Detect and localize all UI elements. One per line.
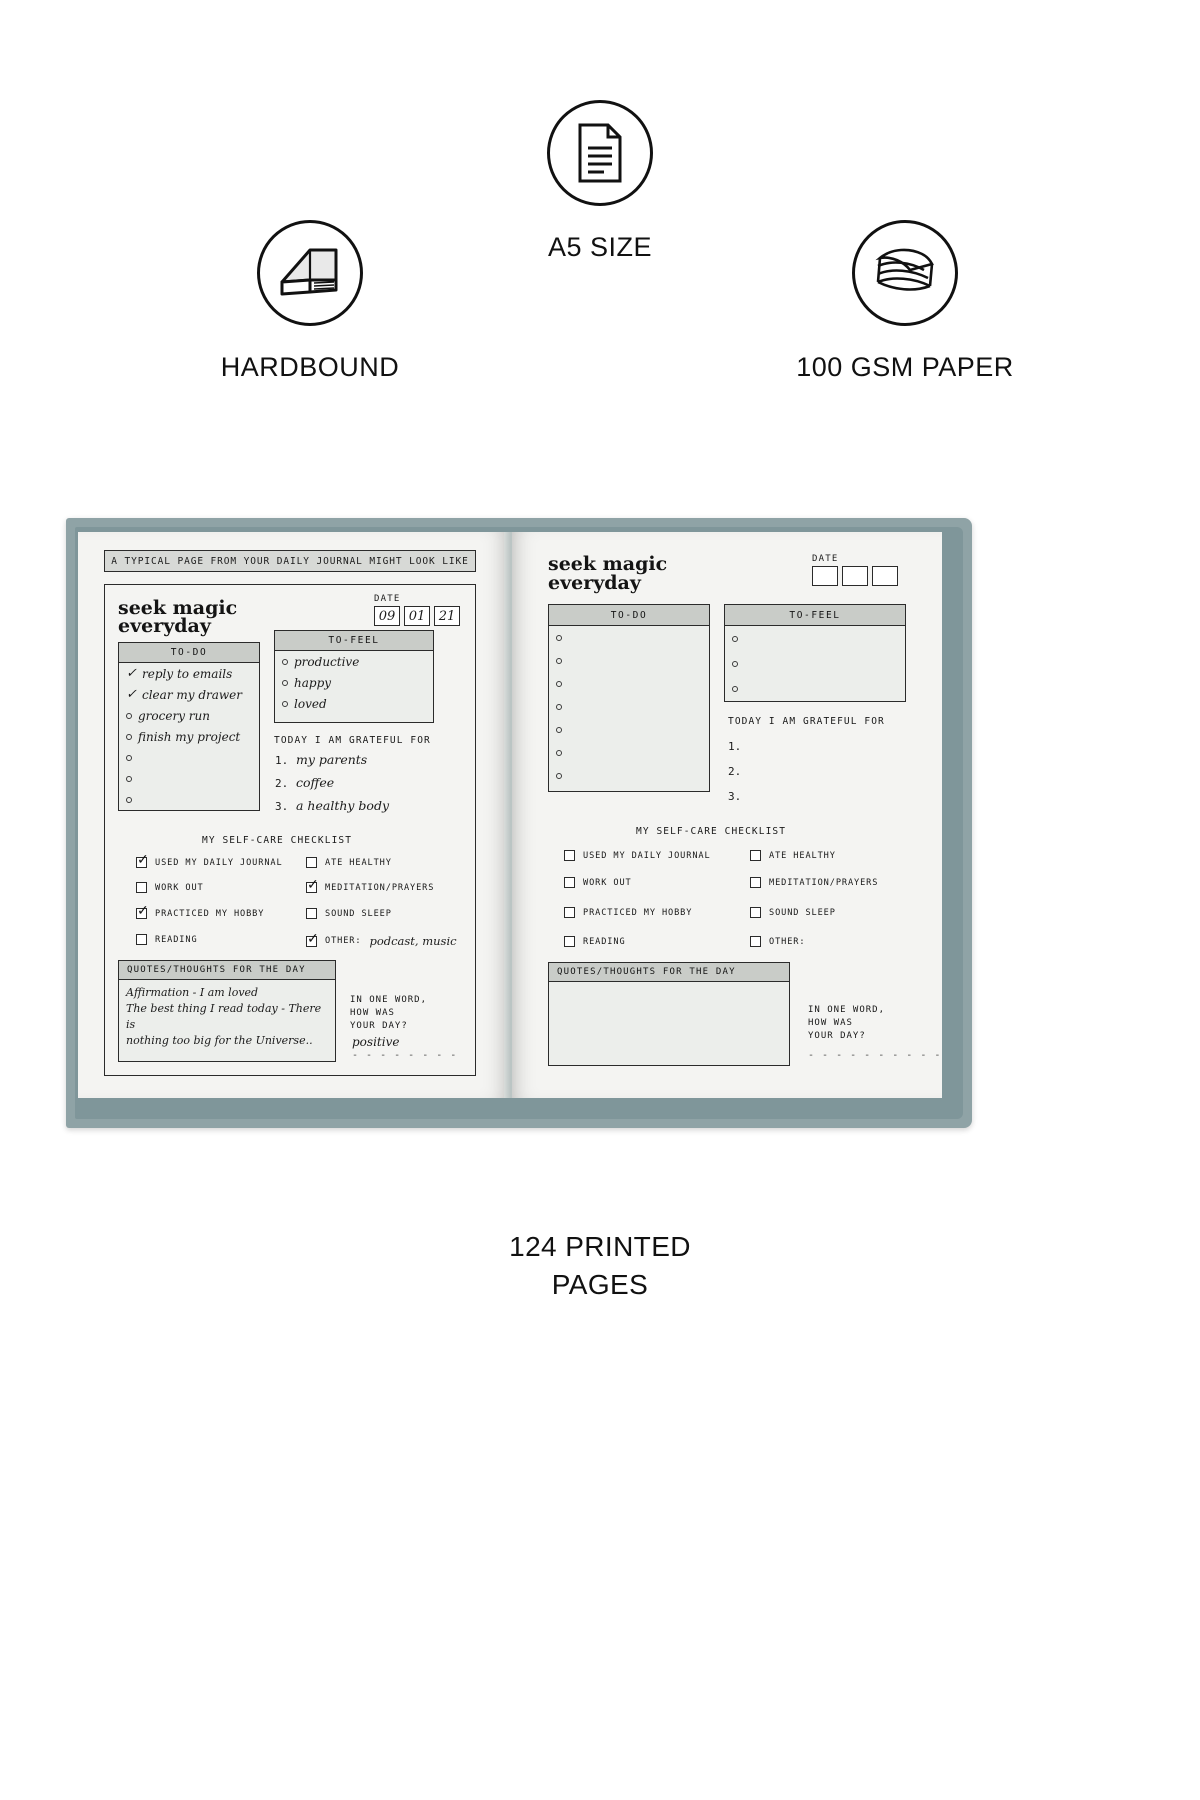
oneword-answer[interactable]: positive <box>352 1035 400 1049</box>
date-month-field[interactable]: 01 <box>404 606 430 626</box>
grateful-title: TODAY I AM GRATEFUL FOR <box>728 716 885 727</box>
bullet-circle-icon <box>556 727 562 733</box>
journal-brand-line2: everyday <box>118 615 211 637</box>
date-day-field[interactable]: 09 <box>374 606 400 626</box>
todo-item-text: reply to emails <box>142 666 233 681</box>
todo-item[interactable] <box>549 695 709 718</box>
grateful-number: 2. <box>728 765 742 778</box>
grateful-item[interactable]: coffee <box>296 775 335 790</box>
tofeel-header: TO-FEEL <box>724 604 906 626</box>
bullet-circle-icon <box>556 658 562 664</box>
grateful-number: 3. <box>275 800 289 813</box>
date-day-field[interactable] <box>812 566 838 586</box>
bullet-circle-icon <box>282 680 288 686</box>
features-row <box>0 90 1200 450</box>
checkbox[interactable] <box>136 934 147 945</box>
sample-page-banner: A TYPICAL PAGE FROM YOUR DAILY JOURNAL MIGHT LOOK LIKE <box>104 550 476 572</box>
bullet-circle-icon <box>282 659 288 665</box>
checkbox[interactable] <box>564 907 575 918</box>
tofeel-item[interactable] <box>725 676 905 701</box>
todo-item[interactable] <box>119 768 259 789</box>
selfcare-item-ate-healthy[interactable] <box>306 857 392 868</box>
hardcover-book-icon <box>257 220 363 326</box>
quotes-body[interactable] <box>548 982 790 1066</box>
printed-pages-caption <box>0 1228 1200 1304</box>
selfcare-item-sound-sleep[interactable] <box>306 908 392 919</box>
tofeel-item-text: productive <box>294 654 360 669</box>
selfcare-item-practiced-my-hobby[interactable] <box>136 908 264 919</box>
oneword-line2: HOW WAS <box>350 1008 395 1018</box>
printed-pages-line1: 124 PRINTED <box>509 1231 691 1262</box>
oneword-dash-line: - - - - - - - - <box>352 1050 458 1061</box>
date-fields[interactable] <box>374 606 460 626</box>
selfcare-item-other[interactable] <box>750 936 805 947</box>
selfcare-label: SOUND SLEEP <box>325 908 392 919</box>
oneword-line3: YOUR DAY? <box>808 1031 866 1041</box>
quotes-header: QUOTES/THOUGHTS FOR THE DAY <box>548 962 790 982</box>
checkbox[interactable] <box>306 882 317 893</box>
tofeel-item[interactable] <box>275 693 433 714</box>
oneword-line1: IN ONE WORD, <box>350 995 428 1005</box>
todo-item-text: clear my drawer <box>142 687 243 702</box>
selfcare-other-note[interactable]: podcast, music <box>369 934 457 948</box>
journal-page-right <box>512 532 942 1098</box>
feature-gsm-paper <box>690 220 1120 383</box>
quote-line: nothing too big for the Universe.. <box>126 1034 313 1047</box>
tofeel-item[interactable] <box>725 651 905 676</box>
document-icon <box>547 100 653 206</box>
feature-label: HARDBOUND <box>220 352 400 382</box>
todo-item[interactable] <box>549 741 709 764</box>
oneword-question <box>350 994 427 1033</box>
selfcare-item-meditation-prayers[interactable] <box>750 877 878 888</box>
selfcare-title: MY SELF-CARE CHECKLIST <box>636 826 787 837</box>
oneword-line3: YOUR DAY? <box>350 1021 408 1031</box>
selfcare-item-practiced-my-hobby[interactable] <box>564 907 692 918</box>
oneword-line2: HOW WAS <box>808 1018 853 1028</box>
bullet-circle-icon <box>282 701 288 707</box>
bullet-circle-icon <box>126 755 132 761</box>
checkbox[interactable] <box>136 882 147 893</box>
selfcare-item-ate-healthy[interactable] <box>750 850 836 861</box>
date-label: DATE <box>812 554 839 564</box>
grateful-title: TODAY I AM GRATEFUL FOR <box>274 735 431 746</box>
bullet-circle-icon <box>732 686 738 692</box>
bullet-circle-icon <box>126 734 132 740</box>
date-year-field[interactable]: 21 <box>434 606 460 626</box>
check-mark: ✓ <box>126 666 137 681</box>
bullet-circle-icon <box>732 661 738 667</box>
selfcare-item-reading[interactable] <box>564 936 626 947</box>
selfcare-label: USED MY DAILY JOURNAL <box>583 850 711 861</box>
todo-item[interactable] <box>119 726 259 747</box>
checkbox[interactable] <box>564 850 575 861</box>
selfcare-item-meditation-prayers[interactable] <box>306 882 434 893</box>
selfcare-item-other[interactable] <box>306 934 457 948</box>
date-month-field[interactable] <box>842 566 868 586</box>
checkbox[interactable] <box>750 936 761 947</box>
tofeel-item[interactable] <box>725 626 905 651</box>
selfcare-item-used-my-daily-journal[interactable] <box>136 857 283 868</box>
quote-line: Affirmation - I am loved <box>126 986 259 999</box>
bullet-circle-icon <box>126 776 132 782</box>
selfcare-item-sound-sleep[interactable] <box>750 907 836 918</box>
selfcare-label: SOUND SLEEP <box>769 907 836 918</box>
checkbox[interactable] <box>306 908 317 919</box>
todo-header: TO-DO <box>118 642 260 663</box>
quotes-header: QUOTES/THOUGHTS FOR THE DAY <box>118 960 336 980</box>
todo-item[interactable] <box>549 649 709 672</box>
checkbox[interactable] <box>306 936 317 947</box>
grateful-number: 2. <box>275 777 289 790</box>
feature-label: A5 SIZE <box>547 232 653 262</box>
selfcare-label: OTHER: <box>325 936 362 946</box>
todo-item[interactable] <box>549 718 709 741</box>
todo-item[interactable] <box>549 626 709 649</box>
oneword-question <box>808 1004 885 1043</box>
bullet-circle-icon <box>556 773 562 779</box>
tofeel-item[interactable] <box>275 672 433 693</box>
checkbox[interactable] <box>136 908 147 919</box>
feature-hardbound <box>100 220 520 383</box>
tofeel-item-text: happy <box>294 675 332 690</box>
selfcare-label: MEDITATION/PRAYERS <box>769 877 879 888</box>
grateful-item[interactable]: a healthy body <box>296 798 390 813</box>
todo-item[interactable] <box>119 789 259 810</box>
todo-item[interactable] <box>119 705 259 726</box>
todo-item[interactable] <box>549 764 709 787</box>
printed-pages-line2: PAGES <box>551 1269 649 1300</box>
todo-item[interactable] <box>119 684 259 705</box>
journal-brand-line1: seek magic <box>548 553 668 575</box>
todo-item[interactable] <box>119 663 259 684</box>
paper-stack-icon <box>852 220 958 326</box>
checkbox[interactable] <box>750 877 761 888</box>
checkbox[interactable] <box>564 936 575 947</box>
todo-item-text: grocery run <box>138 708 210 723</box>
checkbox[interactable] <box>306 857 317 868</box>
grateful-number: 1. <box>728 740 742 753</box>
selfcare-item-reading[interactable] <box>136 934 198 945</box>
journal-brand-line1: seek magic <box>118 597 238 619</box>
date-label: DATE <box>374 594 401 604</box>
selfcare-label: WORK OUT <box>583 877 632 888</box>
bullet-circle-icon <box>556 704 562 710</box>
todo-header: TO-DO <box>548 604 710 626</box>
checkbox[interactable] <box>750 850 761 861</box>
oneword-line1: IN ONE WORD, <box>808 1005 886 1015</box>
todo-list[interactable] <box>118 663 260 811</box>
journal-brand-line2: everyday <box>548 572 641 594</box>
tofeel-list[interactable] <box>724 626 906 702</box>
selfcare-label: PRACTICED MY HOBBY <box>583 907 693 918</box>
date-year-field[interactable] <box>872 566 898 586</box>
todo-list[interactable] <box>548 626 710 792</box>
date-fields[interactable] <box>812 566 898 586</box>
feature-label: 100 GSM PAPER <box>796 352 1014 382</box>
grateful-number: 1. <box>275 754 289 767</box>
bullet-circle-icon <box>732 636 738 642</box>
selfcare-label: OTHER: <box>769 936 806 947</box>
todo-item[interactable] <box>549 672 709 695</box>
journal-page-left <box>78 532 508 1098</box>
journal-book-mockup <box>66 518 972 1128</box>
selfcare-label: WORK OUT <box>155 882 204 893</box>
selfcare-label: READING <box>155 934 198 945</box>
todo-item-text: finish my project <box>138 729 241 744</box>
selfcare-label: READING <box>583 936 626 947</box>
selfcare-item-work-out[interactable] <box>564 877 632 888</box>
bullet-circle-icon <box>556 681 562 687</box>
todo-item[interactable] <box>119 747 259 768</box>
selfcare-label: MEDITATION/PRAYERS <box>325 882 435 893</box>
quote-line: The best thing I read today - There is <box>126 1002 322 1031</box>
bullet-circle-icon <box>126 797 132 803</box>
selfcare-label: PRACTICED MY HOBBY <box>155 908 265 919</box>
selfcare-item-used-my-daily-journal[interactable] <box>564 850 711 861</box>
bullet-circle-icon <box>556 750 562 756</box>
checkbox[interactable] <box>136 857 147 868</box>
check-mark: ✓ <box>126 687 137 702</box>
oneword-dash-line: - - - - - - - - - - <box>808 1050 942 1061</box>
grateful-number: 3. <box>728 790 742 803</box>
checkbox[interactable] <box>750 907 761 918</box>
bullet-circle-icon <box>126 713 132 719</box>
selfcare-label: ATE HEALTHY <box>769 850 836 861</box>
selfcare-label: USED MY DAILY JOURNAL <box>155 857 283 868</box>
tofeel-item[interactable] <box>275 651 433 672</box>
quotes-body[interactable] <box>118 980 336 1062</box>
tofeel-header: TO-FEEL <box>274 630 434 651</box>
selfcare-item-work-out[interactable] <box>136 882 204 893</box>
tofeel-item-text: loved <box>294 696 327 711</box>
grateful-item[interactable]: my parents <box>296 752 368 767</box>
checkbox[interactable] <box>564 877 575 888</box>
selfcare-title: MY SELF-CARE CHECKLIST <box>202 835 353 846</box>
selfcare-label: ATE HEALTHY <box>325 857 392 868</box>
tofeel-list[interactable] <box>274 651 434 723</box>
bullet-circle-icon <box>556 635 562 641</box>
